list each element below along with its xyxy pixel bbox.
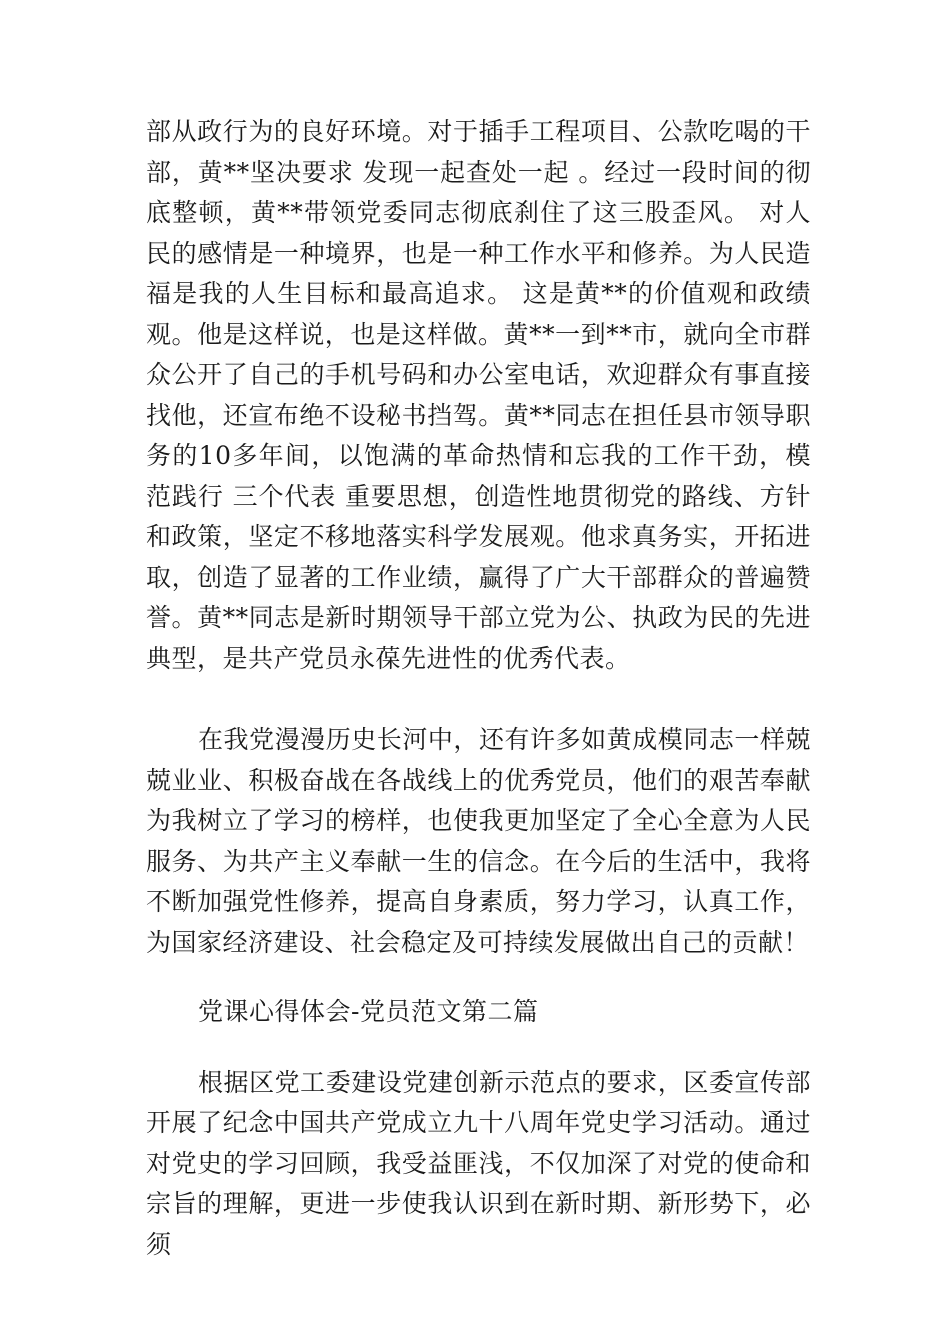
paragraph-second-article: 根据区党工委建设党建创新示范点的要求，区委宣传部开展了纪念中国共产党成立九十八周年党史学习活动。通过对党史的学习回顾，我受益匪浅，不仅加深了对党的使命和宗旨的理解，更进一步使我认识到在新时期、新形势下，必须	[146, 1067, 811, 1259]
document-body	[146, 112, 811, 1265]
paragraph-reflection: 在我党漫漫历史长河中，还有许多如黄成模同志一样兢兢业业、积极奋战在各战线上的优秀党员，他们的艰苦奉献为我树立了学习的榜样，也使我更加坚定了全心全意为人民服务、为共产主义奉献一生的信念。在今后的生活中，我将不断加强党性修养，提高自身素质，努力学习，认真工作，为国家经济建设、社会稳定及可持续发展做出自己的贡献！	[146, 725, 811, 957]
paragraph-continuation: 部从政行为的良好环境。对于插手工程项目、公款吃喝的干部，黄**坚决要求 发现一起查处一起 。经过一段时间的彻底整顿，黄**带领党委同志彻底刹住了这三股歪风。 对人民的感情是一种境界，也是一种工作水平和修养。为人民造福是我的人生目标和最高追求。 这是黄**的价值观和政绩观。他是这样说，也是这样做。黄**一到**市，就向全市群众公开了自己的手机号码和办公室电话，欢迎群众有事直接找他，还宣布绝不设秘书挡驾。黄**同志在担任县市领导职务的10多年间，以饱满的革命热情和忘我的工作干劲，模范践行 三个代表 重要思想，创造性地贯彻党的路线、方针和政策，坚定不移地落实科学发展观。他求真务实，开拓进取，创造了显著的工作业绩，赢得了广大干部群众的普遍赞誉。黄**同志是新时期领导干部立党为公、执政为民的先进典型，是共产党员永葆先进性的优秀代表。	[146, 117, 811, 673]
section-heading: 党课心得体会-党员范文第二篇	[198, 997, 539, 1026]
